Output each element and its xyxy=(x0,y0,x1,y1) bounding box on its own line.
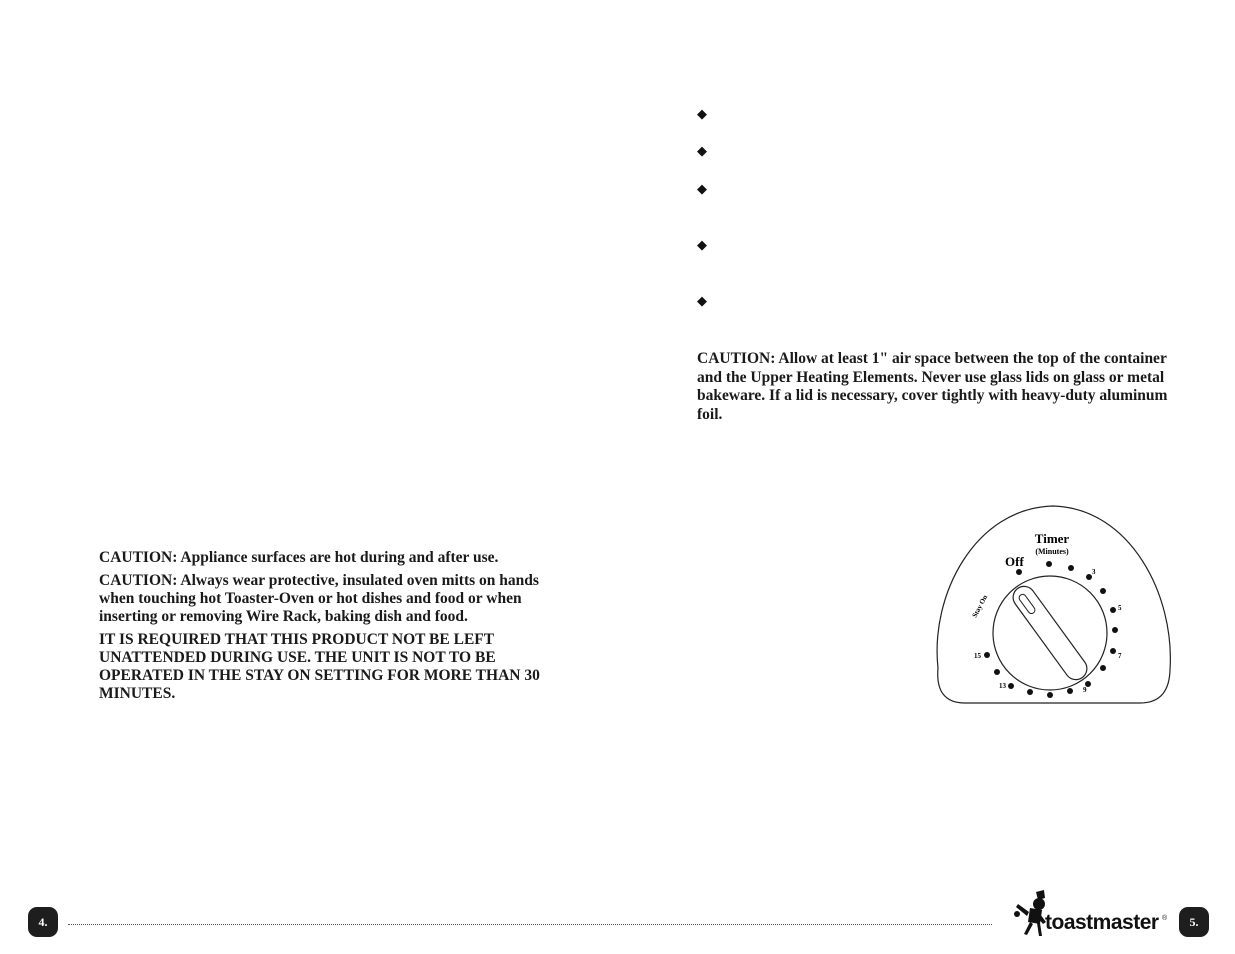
bullet-diamond-icon: ◆ xyxy=(697,294,707,309)
warning-unattended: IT IS REQUIRED THAT THIS PRODUCT NOT BE LEFT UNATTENDED DURING USE. THE UNIT IS NOT TO BE OPERATED IN THE STAY ON SETTING FOR MORE THAN 30 MINUTES. xyxy=(99,631,540,702)
caution-block xyxy=(99,549,569,708)
timer-title: Timer xyxy=(1034,531,1070,546)
chef-mascot-icon xyxy=(1012,888,1046,940)
timer-stay-on-label: Stay On xyxy=(970,593,990,619)
registered-mark: ® xyxy=(1162,915,1168,922)
timer-dial-icon xyxy=(920,500,1180,710)
timer-off-label: Off xyxy=(1005,554,1024,569)
timer-subtitle: (Minutes) xyxy=(1035,547,1069,556)
toastmaster-logo xyxy=(1012,888,1172,940)
caution-oven-mitts: CAUTION: Always wear protective, insulated oven mitts on hands when touching hot Toaster-Oven or hot dishes and food or when inserting or removing Wire Rack, baking dish and food. xyxy=(99,572,539,625)
bullet-diamond-icon: ◆ xyxy=(697,107,707,122)
caution-air-space: CAUTION: Allow at least 1" air space between the top of the container and the Upper Heating Elements. Never use glass lids on glass or metal bakeware. If a lid is necessary, cover tightly with heavy-duty aluminum foil. xyxy=(697,350,1168,423)
bullet-diamond-icon: ◆ xyxy=(697,238,707,253)
timer-tick-5: 5 xyxy=(1118,604,1122,612)
caution-hot-surfaces: CAUTION: Appliance surfaces are hot during and after use. xyxy=(99,549,499,566)
timer-dial-illustration xyxy=(920,500,1180,710)
page-number-right: 5. xyxy=(1179,907,1209,937)
timer-tick-13: 13 xyxy=(999,682,1006,690)
brand-name: toastmaster xyxy=(1045,911,1159,934)
footer-dotted-rule xyxy=(68,924,992,925)
timer-tick-15: 15 xyxy=(974,652,981,660)
timer-tick-7: 7 xyxy=(1118,652,1122,660)
timer-tick-3: 3 xyxy=(1092,568,1096,576)
bullet-diamond-icon: ◆ xyxy=(697,182,707,197)
bullet-diamond-icon: ◆ xyxy=(697,144,707,159)
timer-tick-9: 9 xyxy=(1083,686,1087,694)
page-number-left: 4. xyxy=(28,907,58,937)
